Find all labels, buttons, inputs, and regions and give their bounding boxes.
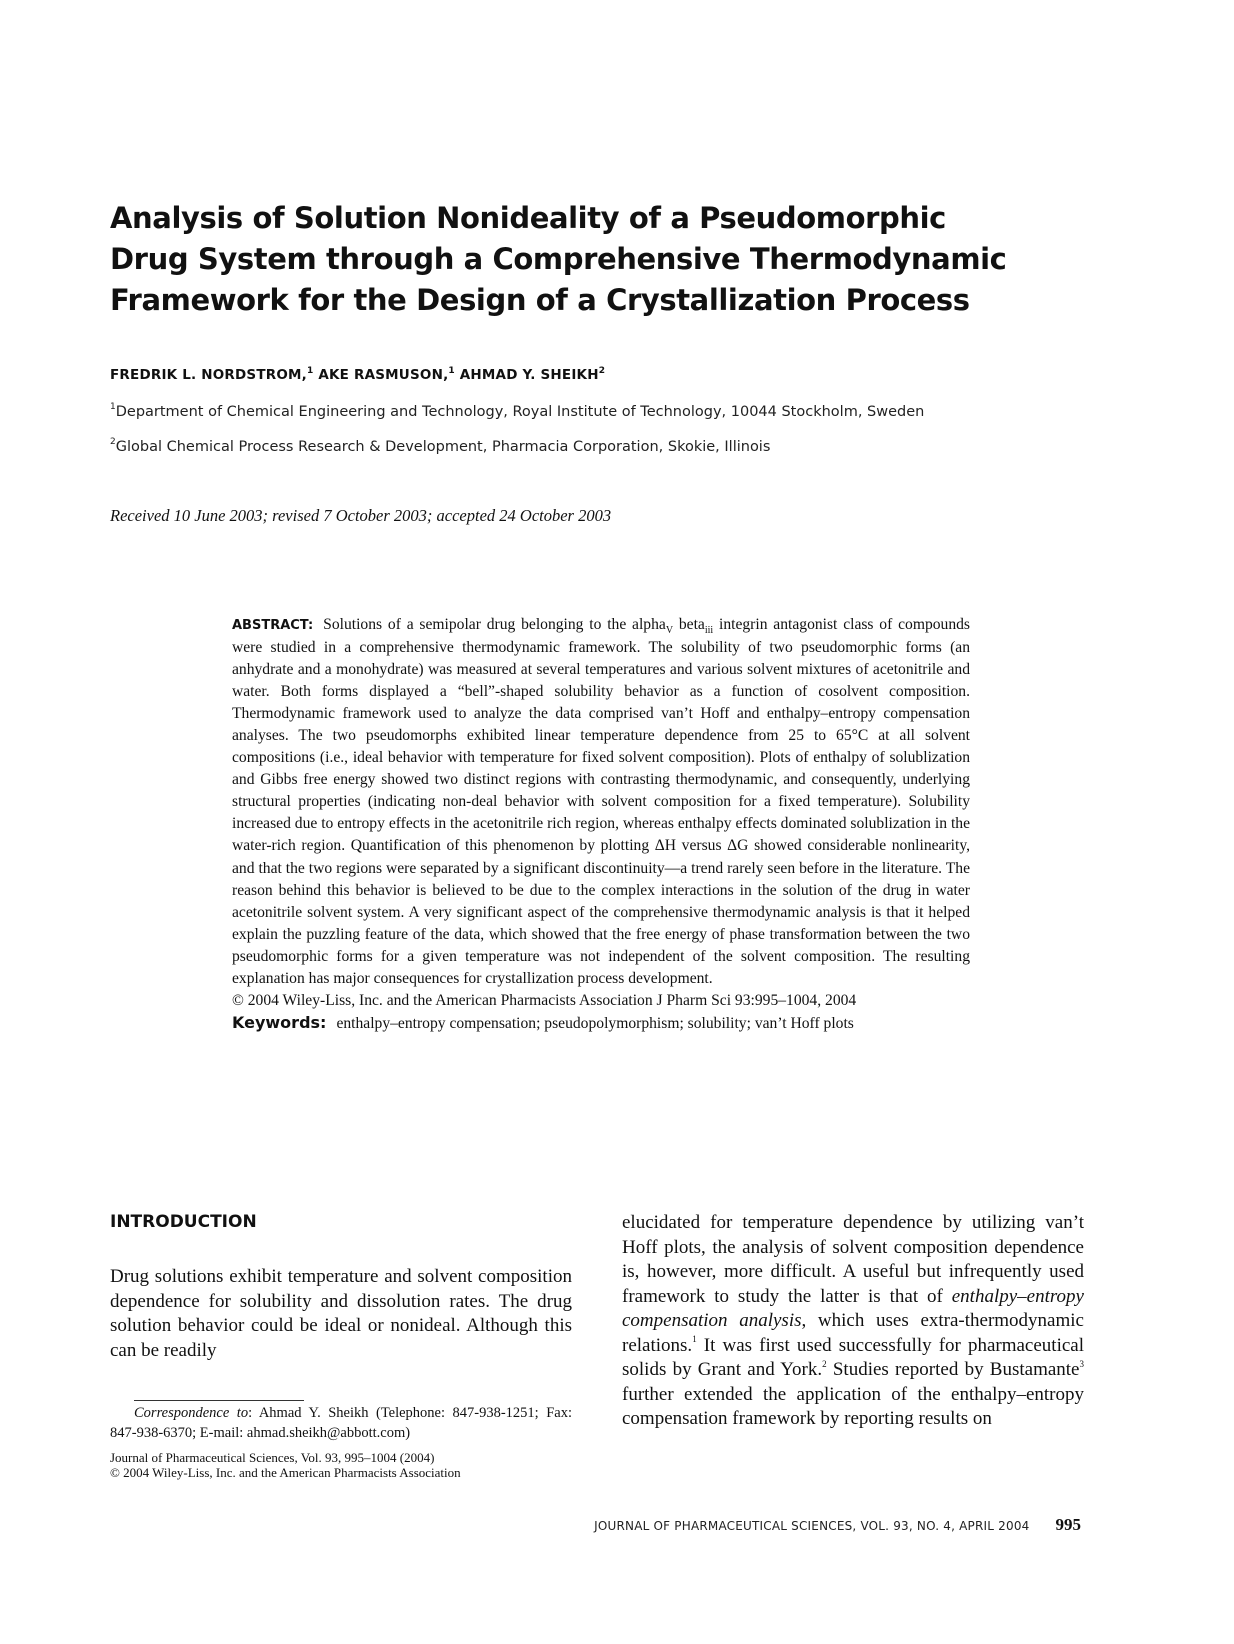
emphasized-term: enthalpy–entropy compensation analysis xyxy=(622,1285,1084,1331)
affiliation-text: Department of Chemical Engineering and Technology, Royal Institute of Technology, 10044 Stockholm, Sweden xyxy=(115,404,925,420)
body-text: Studies reported by Bustamante xyxy=(826,1359,1080,1380)
correspondence-details: : Ahmad Y. Sheikh (Telephone: 847-938-1251; Fax: 847-938-6370; E-mail: ahmad.sheikh@abbott.com) xyxy=(110,1405,572,1441)
journal-running-title: JOURNAL OF PHARMACEUTICAL SCIENCES, VOL. 93, NO. 4, APRIL 2004 xyxy=(594,1519,1030,1533)
subscript: V xyxy=(665,625,674,637)
journal-copyright: © 2004 Wiley-Liss, Inc. and the American Pharmacists Association xyxy=(110,1465,461,1480)
abstract-label: ABSTRACT: xyxy=(232,618,314,633)
author-list xyxy=(110,367,605,383)
correspondence-text xyxy=(110,1403,572,1443)
abstract-text: beta xyxy=(673,616,705,633)
body-text: , which uses extra-thermodynamic relations. xyxy=(622,1310,1084,1356)
keywords-label: Keywords: xyxy=(232,1012,327,1032)
page-number: 995 xyxy=(1055,1515,1081,1534)
title-line: Framework for the Design of a Crystallization Process xyxy=(110,283,970,317)
section-heading: INTRODUCTION xyxy=(110,1212,257,1232)
journal-info xyxy=(110,1450,572,1480)
affiliation xyxy=(110,404,924,420)
body-paragraph xyxy=(622,1211,1084,1432)
author-affiliation-mark: 2 xyxy=(598,365,606,376)
author-name: FREDRIK L. NORDSTROM, xyxy=(110,367,307,383)
affiliation xyxy=(110,439,770,455)
keywords-line xyxy=(232,1012,970,1035)
affiliation-text: Global Chemical Process Research & Development, Pharmacia Corporation, Skokie, Illinois xyxy=(115,439,771,455)
author-affiliation-mark: 1 xyxy=(448,365,455,376)
body-column-left xyxy=(110,1265,572,1363)
correspondence-footnote xyxy=(110,1403,572,1443)
keywords-text: enthalpy–entropy compensation; pseudopolymorphism; solubility; van’t Hoff plots xyxy=(336,1014,854,1032)
body-text: It was first used successfully for pharmaceutical solids by Grant and York. xyxy=(622,1334,1084,1380)
abstract-text: Solutions of a semipolar drug belonging to the alpha xyxy=(323,616,666,633)
received-dates: Received 10 June 2003; revised 7 October 2003; accepted 24 October 2003 xyxy=(110,506,612,525)
reference-mark: 1 xyxy=(692,1334,697,1345)
body-column-right xyxy=(622,1211,1084,1432)
abstract-text: integrin antagonist class of compounds were studied in a comprehensive thermodynamic framework. The solubility of two pseudomorphic forms (an anhydrate and a monohydrate) was measured at several temperatures and various solvent mixtures of acetonitrile and water. Both forms displayed a “bell”-shaped solubility behavior as a function of cosolvent composition. Thermodynamic framework used to analyze the data comprised van’t Hoff and enthalpy–entropy compensation analyses. The two pseudomorphs exhibited linear temperature dependence from 25 to 65°C at all solvent compositions (i.e., ideal behavior with temperature for fixed solvent composition). Plots of enthalpy of solublization and Gibbs free energy showed two distinct regions with contrasting thermodynamic, and consequently, underlying structural properties (indicating non-deal behavior with solvent composition for a fixed temperature). Solubility increased due to entropy effects in the acetonitrile rich region, whereas enthalpy effects dominated solublization in the water-rich region. Quantification of this phenomenon by plotting ΔH versus ΔG showed considerable nonlinearity, and that the two regions were separated by a significant discontinuity—a trend rarely seen before in the literature. The reason behind this behavior is believed to be due to the complex interactions in the solution of the drug in water acetonitrile solvent system. A very significant aspect of the comprehensive thermodynamic analysis is that it helped explain the puzzling feature of the data, which showed that the free energy of phase transformation between the two pseudomorphic forms for a given temperature was not independent of the solvent composition. The resulting explanation has major consequences for crystallization process development. xyxy=(232,616,970,987)
correspondence-label: Correspondence to xyxy=(134,1405,249,1421)
abstract-block xyxy=(232,614,970,1035)
author-name: AHMAD Y. SHEIKH xyxy=(459,367,599,383)
body-text: further extended the application of the enthalpy–entropy compensation framework by reporting results on xyxy=(622,1383,1084,1429)
affiliation-mark: 1 xyxy=(110,402,116,413)
footnote-divider xyxy=(134,1400,304,1401)
subscript: iii xyxy=(704,625,714,637)
author-name: AKE RASMUSON, xyxy=(318,367,449,383)
body-paragraph: Drug solutions exhibit temperature and solvent composition dependence for solubility and dissolution rates. The drug solution behavior could be ideal or nonideal. Although this can be readily xyxy=(110,1266,572,1361)
abstract-paragraph xyxy=(232,614,970,990)
reference-mark: 3 xyxy=(1079,1358,1084,1369)
running-footer xyxy=(0,1515,1081,1535)
body-text: elucidated for temperature dependence by utilizing van’t Hoff plots, the analysis of solvent composition dependence is, however, more difficult. A useful but infrequently used framework to study the latter is that of xyxy=(622,1212,1084,1307)
affiliation-mark: 2 xyxy=(110,437,116,448)
author-affiliation-mark: 1 xyxy=(307,365,314,376)
article-title xyxy=(110,198,1070,321)
reference-mark: 2 xyxy=(822,1358,827,1369)
journal-citation: Journal of Pharmaceutical Sciences, Vol. 93, 995–1004 (2004) xyxy=(110,1450,435,1465)
abstract-copyright: © 2004 Wiley-Liss, Inc. and the American Pharmacists Association J Pharm Sci 93:995–1004, 2004 xyxy=(232,991,857,1009)
title-line: Drug System through a Comprehensive Thermodynamic xyxy=(110,242,1007,276)
title-line: Analysis of Solution Nonideality of a Pseudomorphic xyxy=(110,201,946,235)
